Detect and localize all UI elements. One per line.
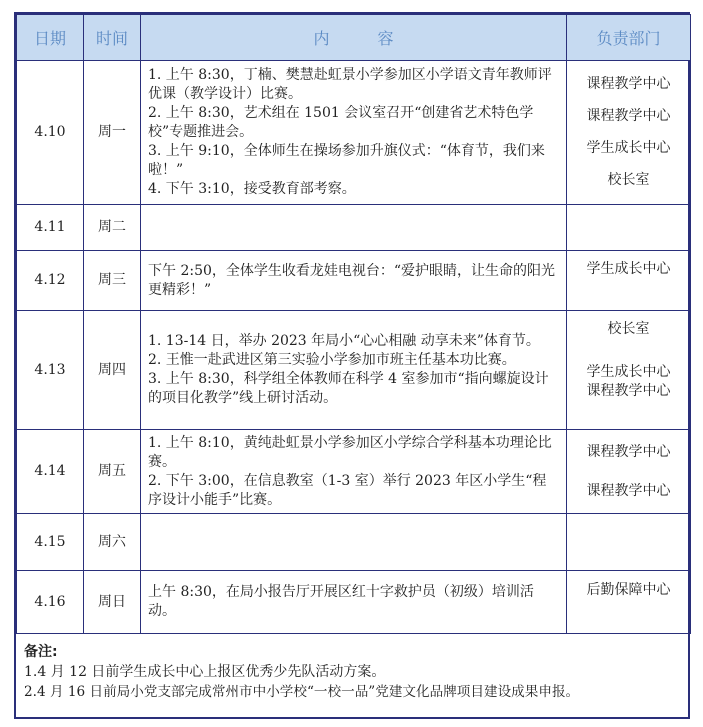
schedule-item: 上午 8:30，在局小报告厅开展区红十字救护员（初级）培训活动。	[148, 584, 534, 619]
row-content	[141, 514, 567, 571]
row-content	[141, 61, 567, 205]
row-date: 4.13	[17, 311, 84, 430]
row-day: 周三	[84, 251, 141, 311]
schedule-item: 1. 13-14 日，举办 2023 年局小“心心相融 动享未来”体育节。	[148, 333, 540, 349]
table-row	[17, 514, 691, 571]
dept-name: 课程教学中心	[586, 443, 671, 460]
dept-name: 课程教学中心	[586, 76, 671, 92]
row-day: 周五	[84, 430, 141, 514]
dept-name: 学生成长中心	[586, 261, 671, 277]
row-dept	[567, 311, 691, 430]
row-content	[141, 205, 567, 251]
schedule-item: 2. 下午 3:00，在信息教室（1-3 室）举行 2023 年区小学生“程序设计小能手”比赛。	[148, 472, 547, 508]
dept-name: 课程教学中心	[586, 382, 671, 399]
notes-section	[16, 634, 688, 702]
table-row	[17, 61, 691, 205]
notes-title: 备注:	[24, 644, 58, 660]
row-dept	[567, 251, 691, 311]
row-day: 周一	[84, 61, 141, 205]
schedule-sheet	[14, 12, 690, 719]
dept-name: 后勤保障中心	[586, 582, 671, 598]
schedule-item: 4. 下午 3:10，接受教育部考察。	[148, 181, 356, 197]
row-dept	[567, 61, 691, 205]
header-content: 内 容	[141, 15, 567, 61]
row-content	[141, 430, 567, 514]
row-day: 周四	[84, 311, 141, 430]
schedule-item: 下午 2:50，全体学生收看龙娃电视台：“爱护眼睛，让生命的阳光更精彩！”	[148, 262, 556, 298]
schedule-item: 3. 上午 9:10，全体师生在操场参加升旗仪式：“体育节，我们来啦！”	[148, 143, 545, 178]
row-day: 周六	[84, 514, 141, 571]
schedule-item: 1. 上午 8:30，丁楠、樊慧赴虹景小学参加区小学语文青年教师评优课（教学设计）比赛。	[148, 67, 552, 102]
dept-name: 校长室	[607, 320, 650, 337]
header-time: 时间	[84, 15, 141, 61]
table-row	[17, 205, 691, 251]
table-row	[17, 571, 691, 634]
table-header-row	[17, 15, 691, 61]
schedule-item: 3. 上午 8:30，科学组全体教师在科学 4 室参加市“指向螺旋设计的项目化教学”线上研讨活动。	[148, 371, 549, 406]
header-dept: 负责部门	[567, 15, 691, 61]
dept-name: 课程教学中心	[586, 108, 671, 124]
row-date: 4.12	[17, 251, 84, 311]
note-line: 1.4 月 12 日前学生成长中心上报区优秀少先队活动方案。	[24, 664, 386, 680]
table-row	[17, 311, 691, 430]
row-day: 周日	[84, 571, 141, 634]
schedule-item: 1. 上午 8:10，黄纯赴虹景小学参加区小学综合学科基本功理论比赛。	[148, 434, 552, 470]
row-dept	[567, 205, 691, 251]
row-date: 4.10	[17, 61, 84, 205]
schedule-item: 2. 王惟一赴武进区第三实验小学参加市班主任基本功比赛。	[148, 352, 516, 368]
dept-name: 学生成长中心	[586, 363, 671, 380]
dept-name: 课程教学中心	[586, 482, 671, 499]
dept-name: 学生成长中心	[586, 140, 671, 156]
table-row	[17, 430, 691, 514]
note-line: 2.4 月 16 日前局小党支部完成常州市中小学校“一校一品”党建文化品牌项目建设成果申报。	[24, 684, 580, 700]
table-row	[17, 251, 691, 311]
row-dept	[567, 430, 691, 514]
row-date: 4.11	[17, 205, 84, 251]
row-date: 4.16	[17, 571, 84, 634]
row-content	[141, 571, 567, 634]
row-day: 周二	[84, 205, 141, 251]
row-date: 4.14	[17, 430, 84, 514]
row-content	[141, 251, 567, 311]
row-date: 4.15	[17, 514, 84, 571]
row-dept	[567, 514, 691, 571]
row-dept	[567, 571, 691, 634]
row-content	[141, 311, 567, 430]
dept-name: 校长室	[607, 172, 650, 188]
header-date: 日期	[17, 15, 84, 61]
schedule-item: 2. 上午 8:30，艺术组在 1501 会议室召开“创建省艺术特色学校”专题推进会。	[148, 105, 534, 140]
schedule-table	[16, 14, 691, 634]
